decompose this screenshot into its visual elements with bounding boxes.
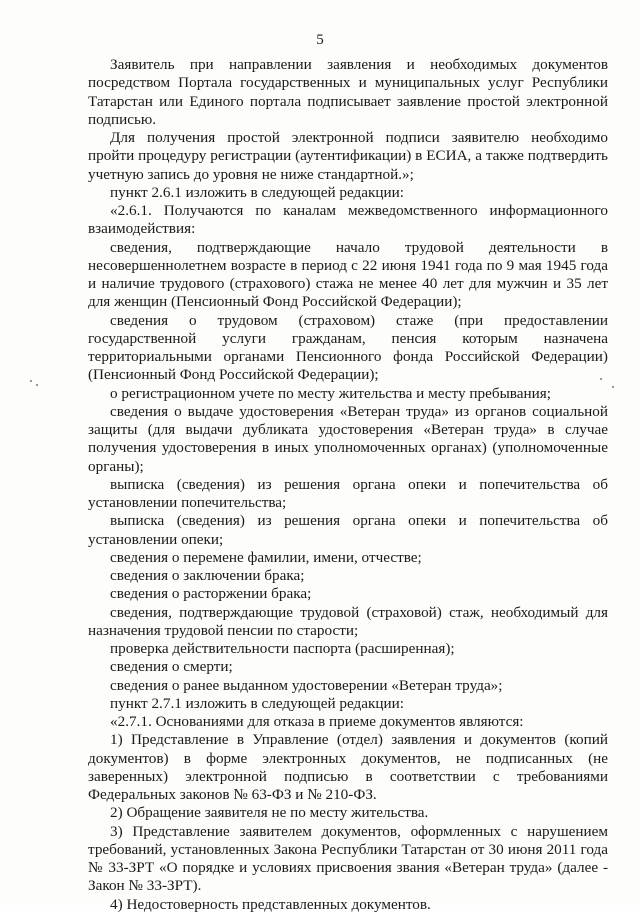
page-number: 5 bbox=[316, 32, 324, 48]
paragraph: 2) Обращение заявителя не по месту жительства. bbox=[110, 804, 429, 822]
paragraph: сведения о расторжении брака; bbox=[110, 585, 312, 603]
paragraph: «2.6.1. Получаются по каналам межведомственного информационного взаимодействия: bbox=[88, 202, 608, 238]
paragraph: сведения о ранее выданном удостоверении «Ветеран труда»; bbox=[110, 676, 503, 694]
document-body bbox=[88, 56, 608, 914]
scan-speck bbox=[36, 384, 38, 386]
paragraph: 3) Представление заявителем документов, оформленных с нарушением требований, установленных Закона Республики Татарстан от 30 июня 2011 года № 33-ЗРТ «О порядке и условиях присвоения звания «Ветеран труда» (далее - Закон № 33-ЗРТ). bbox=[88, 822, 608, 895]
paragraph: выписка (сведения) из решения органа опеки и попечительства об установлении попечительства; bbox=[88, 475, 608, 511]
scan-speck bbox=[30, 380, 32, 382]
paragraph: сведения о заключении брака; bbox=[110, 567, 305, 584]
paragraph: 4) Недостоверность представленных документов. bbox=[110, 895, 431, 913]
paragraph: сведения о трудовом (страховом) стаже (при предоставлении государственной услуги гражданам, пенсия которым назначена территориальными органами Пенсионного фонда Российской Федерации) (Пенсионный Фонд Российской Федерации); bbox=[88, 311, 608, 384]
paragraph: сведения о выдаче удостоверения «Ветеран труда» из органов социальной защиты (для выдачи дубликата удостоверения «Ветеран труда» в случае получения удостоверения в иных уполномоченных органах) (уполномоченные органы); bbox=[88, 402, 608, 475]
paragraph: выписка (сведения) из решения органа опеки и попечительства об установлении опеки; bbox=[88, 512, 608, 548]
paragraph: о регистрационном учете по месту жительства и месту пребывания; bbox=[110, 384, 551, 402]
paragraph: «2.7.1. Основаниями для отказа в приеме документов являются: bbox=[110, 713, 524, 730]
paragraph: проверка действительности паспорта (расширенная); bbox=[110, 640, 455, 657]
paragraph: пункт 2.6.1 изложить в следующей редакции: bbox=[110, 183, 404, 201]
paragraph: сведения о смерти; bbox=[110, 658, 233, 676]
paragraph: сведения, подтверждающие начало трудовой деятельности в несовершеннолетнем возрасте в период с 22 июня 1941 года по 9 мая 1945 года и наличие трудового (страхового) стажа не менее 40 лет для мужчин и 35 лет для женщин (Пенсионный Фонд Российской Федерации); bbox=[88, 238, 608, 311]
paragraph: 1) Представление в Управление (отдел) заявления и документов (копий документов) в форме электронных документов, не подписанных (не заверенных) электронной подписью в соответствии с требованиями Федеральных законов № 63-ФЗ и № 210-ФЗ. bbox=[88, 731, 608, 803]
paragraph: Для получения простой электронной подписи заявителю необходимо пройти процедуру регистрации (аутентификации) в ЕСИА, а также подтвердить учетную запись до уровня не ниже стандартной.»; bbox=[88, 129, 608, 183]
scan-speck bbox=[612, 386, 614, 388]
paragraph: Заявитель при направлении заявления и необходимых документов посредством Портала государственных и муниципальных услуг Республики Татарстан или Единого портала подписывает заявление простой электронной подписью. bbox=[88, 56, 608, 128]
paragraph: пункт 2.7.1 изложить в следующей редакции: bbox=[110, 694, 404, 712]
scan-speck bbox=[600, 378, 602, 380]
paragraph: сведения о перемене фамилии, имени, отчестве; bbox=[110, 548, 422, 566]
paragraph: сведения, подтверждающие трудовой (страховой) стаж, необходимый для назначения трудовой пенсии по старости; bbox=[88, 603, 608, 639]
